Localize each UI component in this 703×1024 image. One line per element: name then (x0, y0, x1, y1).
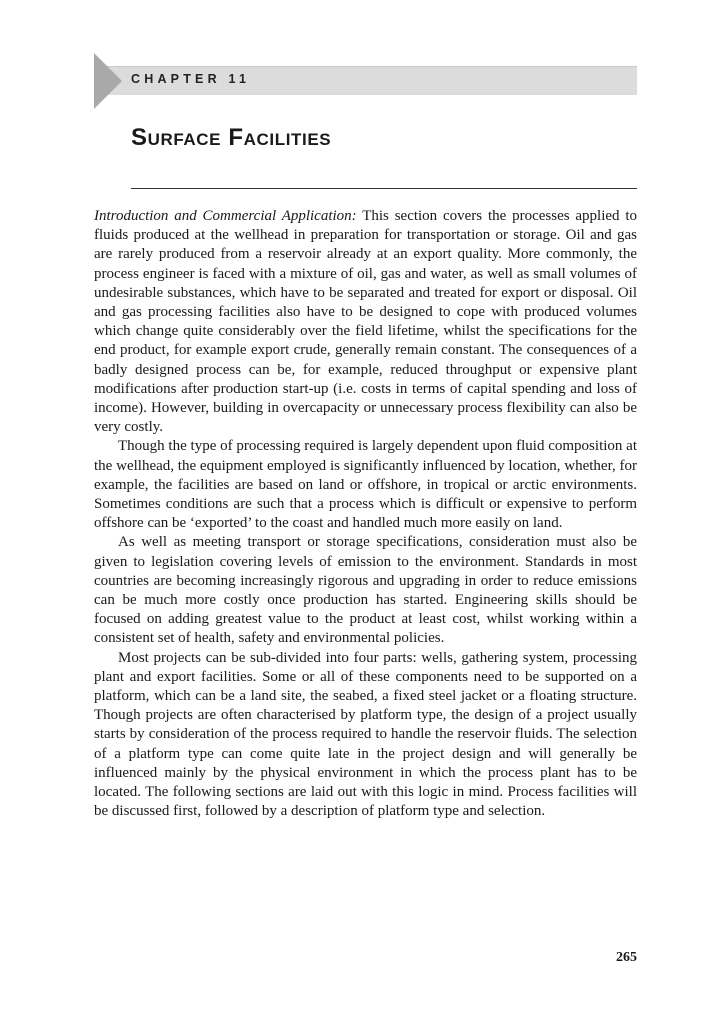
body-text (94, 207, 637, 822)
intro-lead-in: Introduction and Commercial Application: (94, 208, 357, 224)
chapter-title: Surface Facilities (131, 124, 332, 151)
title-divider (131, 188, 637, 189)
chapter-label: CHAPTER 11 (131, 72, 251, 86)
intro-paragraph (94, 207, 637, 437)
body-paragraph: As well as meeting transport or storage specifications, consideration must also be given to legislation covering levels of emission to the environment. Standards in most countries are becoming increasingly rigorous and upgrading in order to reduce emissions can be much more costly once production has started. Engineering skills should be focused on adding greatest value to the product at least cost, whilst working within a consistent set of health, safety and environmental policies. (94, 534, 637, 647)
body-paragraph: Though the type of processing required is largely dependent upon fluid composition at the wellhead, the equipment employed is significantly influenced by location, whether, for example, the facilities are based on land or offshore, in tropical or arctic environments. Sometimes conditions are such that a process which is difficult or expensive to perform offshore can be ‘exported’ to the coast and handled much more easily on land. (94, 438, 637, 532)
body-paragraph: Most projects can be sub-divided into four parts: wells, gathering system, processing plant and export facilities. Some or all of these components need to be supported on a platform, which can be a land site, the seabed, a fixed steel jacket or a floating structure. Though projects are often characterised by platform type, the design of a project usually starts by consideration of the process required to handle the reservoir fluids. The selection of a platform type can come quite late in the project design and will generally be influenced mainly by the physical environment in which the process plant has to be located. The following sections are laid out with this logic in mind. Process facilities will be discussed first, followed by a description of platform type and selection. (94, 649, 637, 820)
intro-text: This section covers the processes applied to fluids produced at the wellhead in preparation for transportation or storage. Oil and gas are rarely produced from a reservoir already at an export quality. More commonly, the process engineer is faced with a mixture of oil, gas and water, as well as small volumes of undesirable substances, which have to be separated and treated for export or disposal. Oil and gas processing facilities also have to be designed to cope with produced volumes which change quite considerably over the field lifetime, whilst the specifications for the end product, for example export crude, generally remain constant. The consequences of a badly designed process can be, for example, reduced throughput or expensive plant modifications after production start-up (i.e. costs in terms of capital spending and loss of income). However, building in overcapacity or unnecessary process flexibility can also be very costly. (94, 208, 637, 436)
page-number: 265 (616, 950, 637, 965)
chapter-arrow-marker (94, 53, 122, 109)
